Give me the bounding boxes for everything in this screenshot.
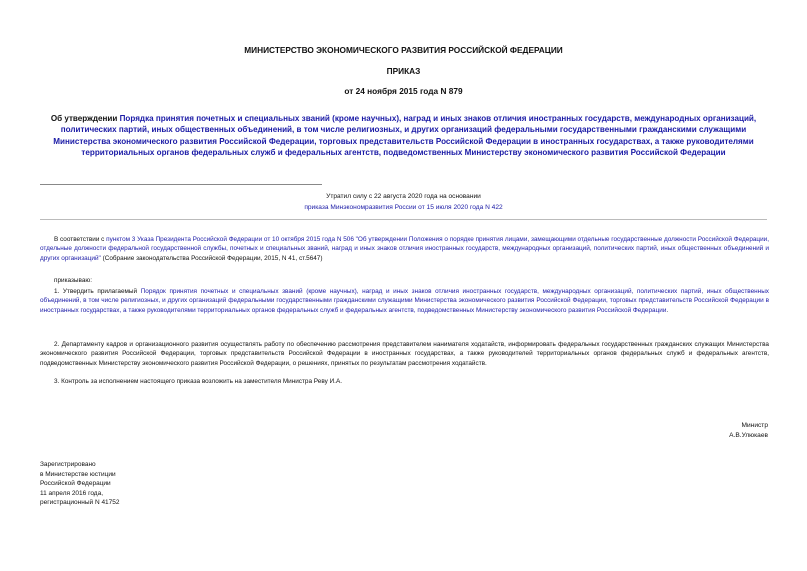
registration-line-3: Российской Федерации <box>40 480 111 488</box>
registration-line-1: Зарегистрировано <box>40 461 96 468</box>
signature-position: Министр <box>741 422 768 429</box>
status-line-1: Утратил силу с 22 августа 2020 года на основании <box>326 193 481 200</box>
registration-block <box>40 460 120 508</box>
doc-type-heading: ПРИКАЗ <box>386 66 421 76</box>
registration-line-4: 11 апреля 2016 года, <box>40 489 104 497</box>
preamble-start: В соответствии с <box>54 236 107 243</box>
item-1-start: 1. Утвердить прилагаемый <box>54 288 141 295</box>
item-2: 2. Департаменту кадров и организационного развития осуществлять работу по обеспечению рассмотрения представителем нанимателя ходатайств, информировать федеральных государственных гражданских служащих Министерства экономического развития Российской Федерации, торговых представительств Российской Федерации в иностранных государствах, а также руководителей территориальных органов федеральных служб и федеральных агентств, подведомственных Министерству экономического развития Российской Федерации, о решениях, принятых по результатам рассмотрения ходатайств. <box>40 341 769 367</box>
divider-bottom <box>40 219 767 220</box>
signature-block <box>729 421 768 440</box>
ministry-heading: МИНИСТЕРСТВО ЭКОНОМИЧЕСКОГО РАЗВИТИЯ РОССИЙСКОЙ ФЕДЕРАЦИИ <box>244 45 563 55</box>
item-3: 3. Контроль за исполнением настоящего приказа возложить на заместителя Министра Реву И.А. <box>54 378 342 385</box>
registration-line-2: в Министерстве юстиции <box>40 470 116 478</box>
item-1 <box>40 287 769 315</box>
status-repeal-link[interactable]: приказа Минэкономразвития России от 15 июля 2020 года N 422 <box>304 204 503 211</box>
title-link[interactable]: Порядка принятия почетных и специальных званий (кроме научных), наград и иных знаков отличия иностранных государств, международных организаций, политических партий, иных общественных объединений, в том числе религиозных, и других организаций федеральными государственными гражданскими служащими Министерства экономического развития Российской Федерации, торговых представительств Российской Федерации в иностранных государствах, а также руководителями территориальных органов федеральных служб и федеральных агентств, подведомственных Министерству экономического развития Российской Федерации <box>53 114 757 157</box>
signature-name: А.В.Улюкаев <box>729 431 768 439</box>
item-1-end: . <box>666 306 669 314</box>
order-word: приказываю: <box>54 277 92 284</box>
preamble-end: (Собрание законодательства Российской Федерации, 2015, N 41, ст.5647) <box>100 254 323 262</box>
registration-line-5: регистрационный N 41752 <box>40 499 120 507</box>
decree-link[interactable]: пунктом 3 Указа Президента Российской Федерации от 10 октября 2015 года N 506 "Об утверждении Положения о порядке принятия лицами, замещающими отдельные государственные должности Российской Федерации, отдельные должности федеральной государственной службы, почетных и специальных званий, наград и иных знаков отличия иностранных государств, международных организаций, политических партий, иных общественных объединений и других организаций" <box>40 236 769 262</box>
procedure-link[interactable]: Порядок принятия почетных и специальных званий (кроме научных), наград и иных знаков отличия иностранных государств, международных организаций, политических партий, иных общественных объединений, в том числе религиозных, и других организаций федеральными государственными гражданскими служащими Министерства экономического развития Российской Федерации, торговых представительств Российской Федерации в иностранных государствах, а также руководителями территориальных органов федеральных служб и федеральных агентств, подведомственных Министерству экономического развития Российской Федерации <box>40 288 769 314</box>
document-title <box>40 113 767 158</box>
doc-date-number: от 24 ноября 2015 года N 879 <box>344 86 463 96</box>
divider-top <box>40 184 322 185</box>
preamble-paragraph <box>40 235 769 263</box>
title-prefix: Об утверждении <box>50 114 120 123</box>
